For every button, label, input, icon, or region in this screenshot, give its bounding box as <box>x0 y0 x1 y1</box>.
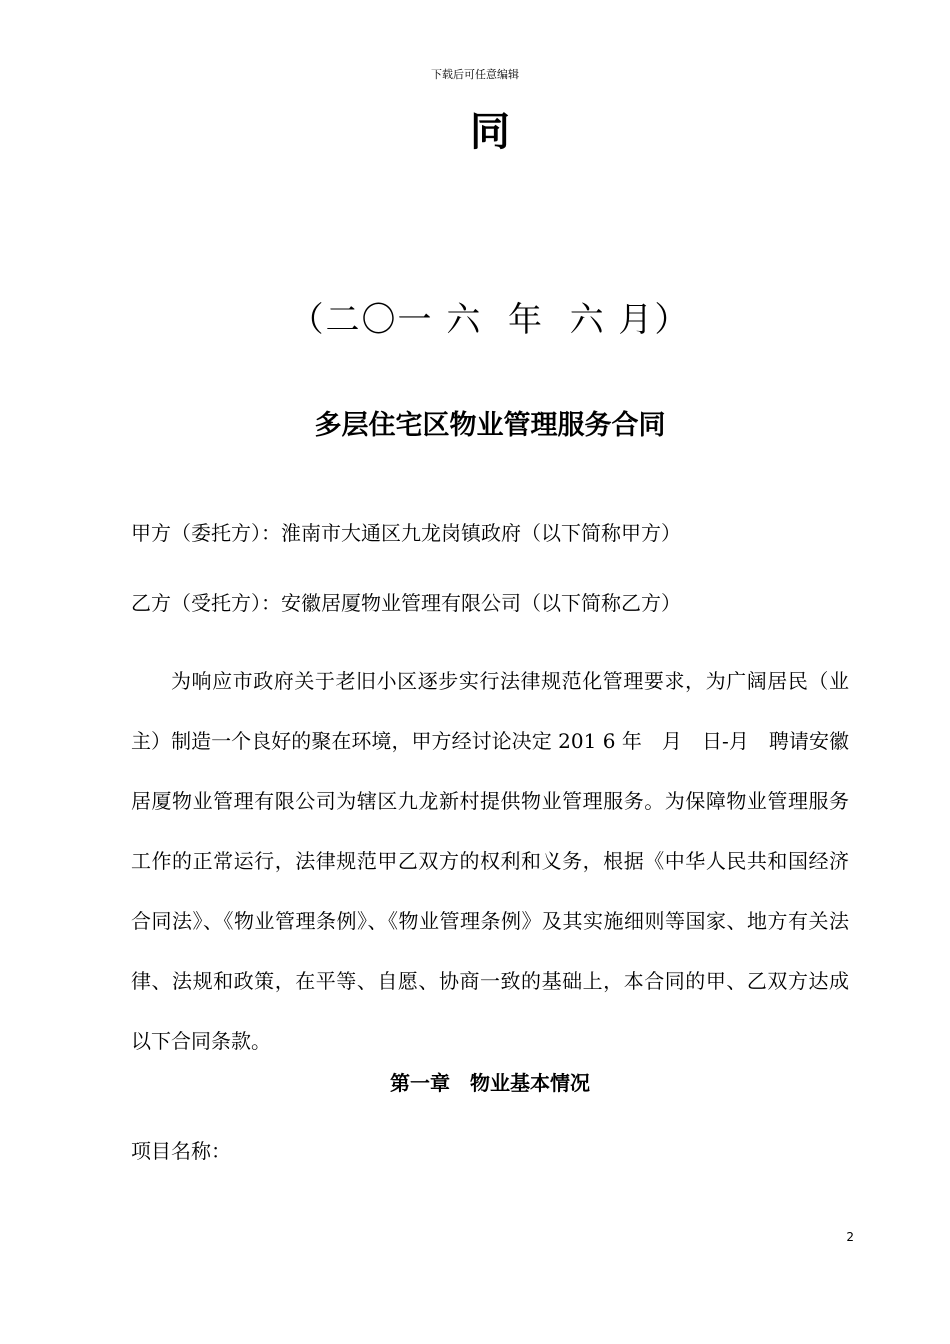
cover-date: （二〇一 六 年 六 月） <box>289 300 691 340</box>
chapter-heading: 第一章 物业基本情况 <box>390 1071 590 1095</box>
cover-title-char: 同 <box>470 109 510 155</box>
project-name-label: 项目名称： <box>131 1139 231 1163</box>
intro-paragraph: 为响应市政府关于老旧小区逐步实行法律规范化管理要求，为广阔居民（业主）制造一个良好的聚在环境，甲方经讨论决定 201 6 年 月 日-月 聘请安徽居厦物业管理有限公司为辖区九龙新村提供物业管理服务。为保障物业管理服务工作的正常运行，法律规范甲乙双方的权利和义务，根据《中华人民共和国经济合同法》、《物业管理条例》、《物业管理条例》及其实施细则等国家、地方有关法律、法规和政策，在平等、自愿、协商一致的基础上，本合同的甲、乙双方达成以下合同条款。 <box>131 669 849 1053</box>
document-title: 多层住宅区物业管理服务合同 <box>314 410 666 441</box>
page-header-note: 下载后可任意编辑 <box>431 68 519 81</box>
page-number: 2 <box>846 1230 854 1244</box>
party-b-line: 乙方（受托方）：安徽居厦物业管理有限公司（以下简称乙方） <box>131 591 681 615</box>
party-a-line: 甲方（委托方）：淮南市大通区九龙岗镇政府（以下简称甲方） <box>131 521 681 545</box>
